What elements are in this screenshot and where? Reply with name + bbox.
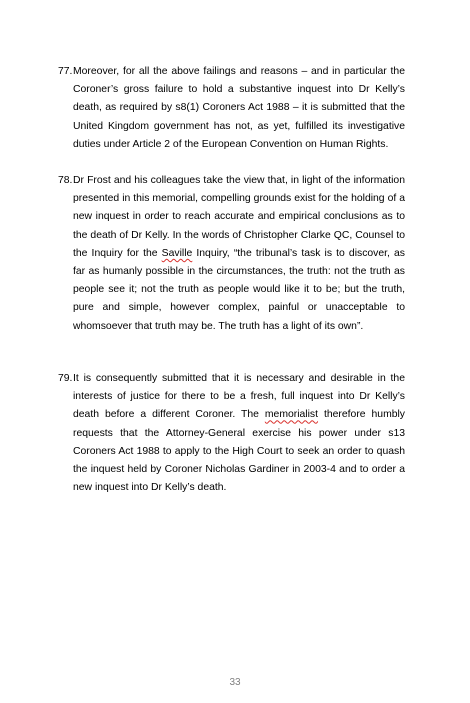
paragraph-text xyxy=(73,63,405,154)
paragraph-text xyxy=(73,370,405,497)
paragraph-77 xyxy=(58,63,405,154)
paragraph-number: 79. xyxy=(58,373,73,384)
paragraph-text-segment: It is consequently submitted that it is necessary and desirable in the interests of justice for there to be a fresh, full inquest into Dr Kelly’s death before a different Coroner. The xyxy=(73,373,405,421)
paragraph-text-segment: Inquiry, “the tribunal’s task is to discover, as far as humanly possible in the circumstances, the truth: not the truth as people see it; not the truth as people would like it to be; but the truth, pure and simple, however complex, painful or unacceptable to whomsoever that truth may be. The truth has a light of its own”. xyxy=(73,247,406,332)
paragraph-text-segment: Moreover, for all the above failings and reasons – and in particular the Coroner’s gross failure to hold a substantive inquest into Dr Kelly’s death, as required by s8(1) Coroners Act 1988 – it is submitted that the United Kingdom government has not, as yet, fulfilled its investigative duties under Article 2 of the European Convention on Human Rights. xyxy=(73,66,405,150)
paragraph-text-segment: Dr Frost and his colleagues take the view that, in light of the information presented in this memorial, compelling grounds exist for the holding of a new inquest in order to reach accurate and empirical conclusions as to the death of Dr Kelly. In the words of Christopher Clarke QC, Counsel to the Inquiry for the xyxy=(73,175,405,259)
paragraph-text xyxy=(73,172,405,336)
paragraph-number: 77. xyxy=(58,66,73,77)
spellcheck-flagged-word: memorialist xyxy=(264,409,319,421)
paragraph-78 xyxy=(58,172,405,336)
spellcheck-flagged-word: Saville xyxy=(161,247,193,259)
page-number: 33 xyxy=(229,677,241,688)
paragraph-79 xyxy=(58,370,405,497)
paragraph-number: 78. xyxy=(58,175,73,186)
paragraph-text-segment: therefore humbly requests that the Attorney-General exercise his power under s13 Coroners Act 1988 to apply to the High Court to seek an order to quash the inquest held by Coroner Nicholas Gardiner in 2003-4 and to order a new inquest into Dr Kelly’s death. xyxy=(73,409,406,494)
